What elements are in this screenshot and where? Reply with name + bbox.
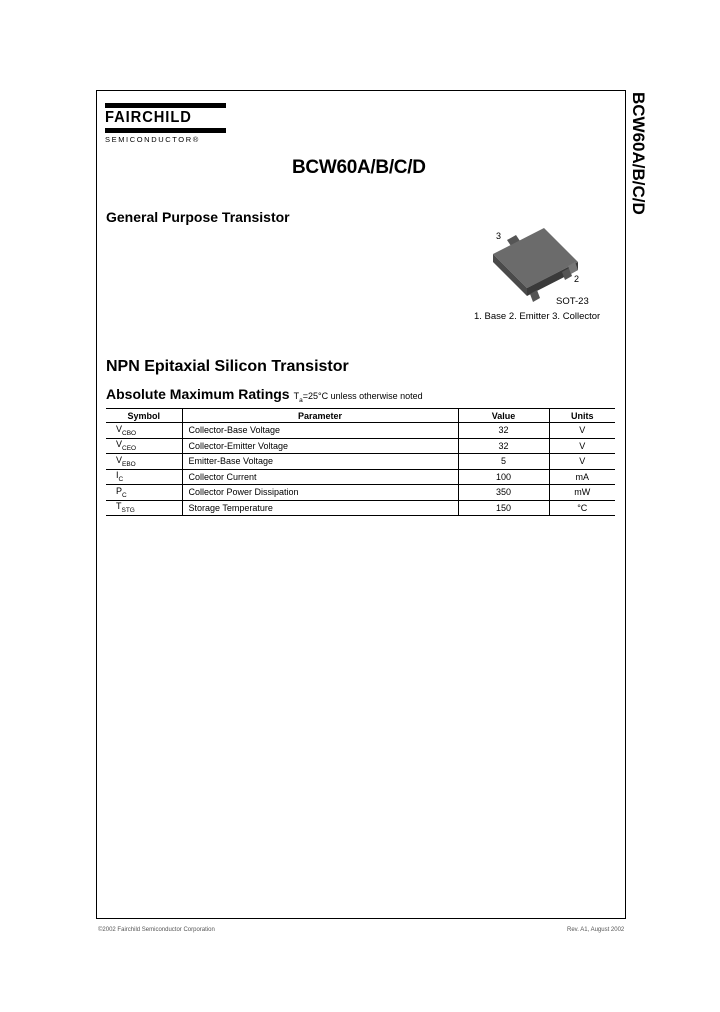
parameter-cell: Collector Power Dissipation	[182, 485, 458, 501]
pin-description: 1. Base 2. Emitter 3. Collector	[474, 311, 601, 322]
npn-title: NPN Epitaxial Silicon Transistor	[106, 358, 349, 375]
parameter-cell: Collector-Emitter Voltage	[182, 438, 458, 454]
value-cell: 100	[458, 469, 549, 485]
symbol-cell: $V_{EBO}$	[106, 454, 182, 470]
logo-sub: SEMICONDUCTOR®	[105, 135, 200, 144]
parameter-cell: Storage Temperature	[182, 500, 458, 516]
symbol-cell: $V_{CBO}$	[106, 423, 182, 439]
parameter-cell: Emitter-Base Voltage	[182, 454, 458, 470]
footer-revision: Rev. A1, August 2002	[567, 927, 625, 933]
symbol-cell: $T_{STG}$	[106, 500, 182, 516]
logo-name: FAIRCHILD	[105, 109, 192, 126]
table-row	[106, 500, 615, 516]
unit-cell: V	[549, 438, 615, 454]
ratings-header-row	[106, 409, 615, 423]
table-row	[106, 485, 615, 501]
header-units: Units	[549, 409, 615, 423]
unit-cell: V	[549, 423, 615, 439]
side-title	[628, 92, 648, 232]
symbol-cell: $I_C$	[106, 469, 182, 485]
logo-bar-bottom	[105, 128, 226, 133]
header-value: Value	[458, 409, 549, 423]
unit-cell: °C	[549, 500, 615, 516]
fairchild-logo	[105, 103, 229, 144]
symbol-cell: $V_{CEO}$	[106, 438, 182, 454]
table-row	[106, 438, 615, 454]
part-title: BCW60A/B/C/D	[292, 157, 426, 178]
ratings-table	[106, 408, 615, 516]
logo-bar-top	[105, 103, 226, 108]
header-symbol: Symbol	[106, 409, 182, 423]
pin3-label: 3	[496, 231, 502, 241]
parameter-cell: Collector-Base Voltage	[182, 423, 458, 439]
value-cell: 32	[458, 438, 549, 454]
sot23-package-drawing	[490, 228, 590, 303]
pin2-label: 2	[574, 274, 580, 284]
unit-cell: mA	[549, 469, 615, 485]
subtitle: General Purpose Transistor	[106, 209, 290, 225]
ratings-title-text: Absolute Maximum Ratings	[106, 386, 290, 402]
table-row	[106, 454, 615, 470]
header-parameter: Parameter	[182, 409, 458, 423]
unit-cell: mW	[549, 485, 615, 501]
side-title-text: BCW60A/B/C/D	[629, 92, 648, 215]
table-row	[106, 423, 615, 439]
value-cell: 5	[458, 454, 549, 470]
footer-copyright: ©2002 Fairchild Semiconductor Corporation	[98, 927, 215, 933]
unit-cell: V	[549, 454, 615, 470]
sot23-package-icon	[490, 228, 590, 303]
value-cell: 150	[458, 500, 549, 516]
table-row	[106, 469, 615, 485]
symbol-cell: $P_C$	[106, 485, 182, 501]
ratings-title	[106, 386, 423, 404]
value-cell: 32	[458, 423, 549, 439]
parameter-cell: Collector Current	[182, 469, 458, 485]
package-name: SOT-23	[556, 296, 589, 307]
value-cell: 350	[458, 485, 549, 501]
ratings-note: $T_a=25^\circ C$ unless otherwise noted	[293, 391, 423, 404]
